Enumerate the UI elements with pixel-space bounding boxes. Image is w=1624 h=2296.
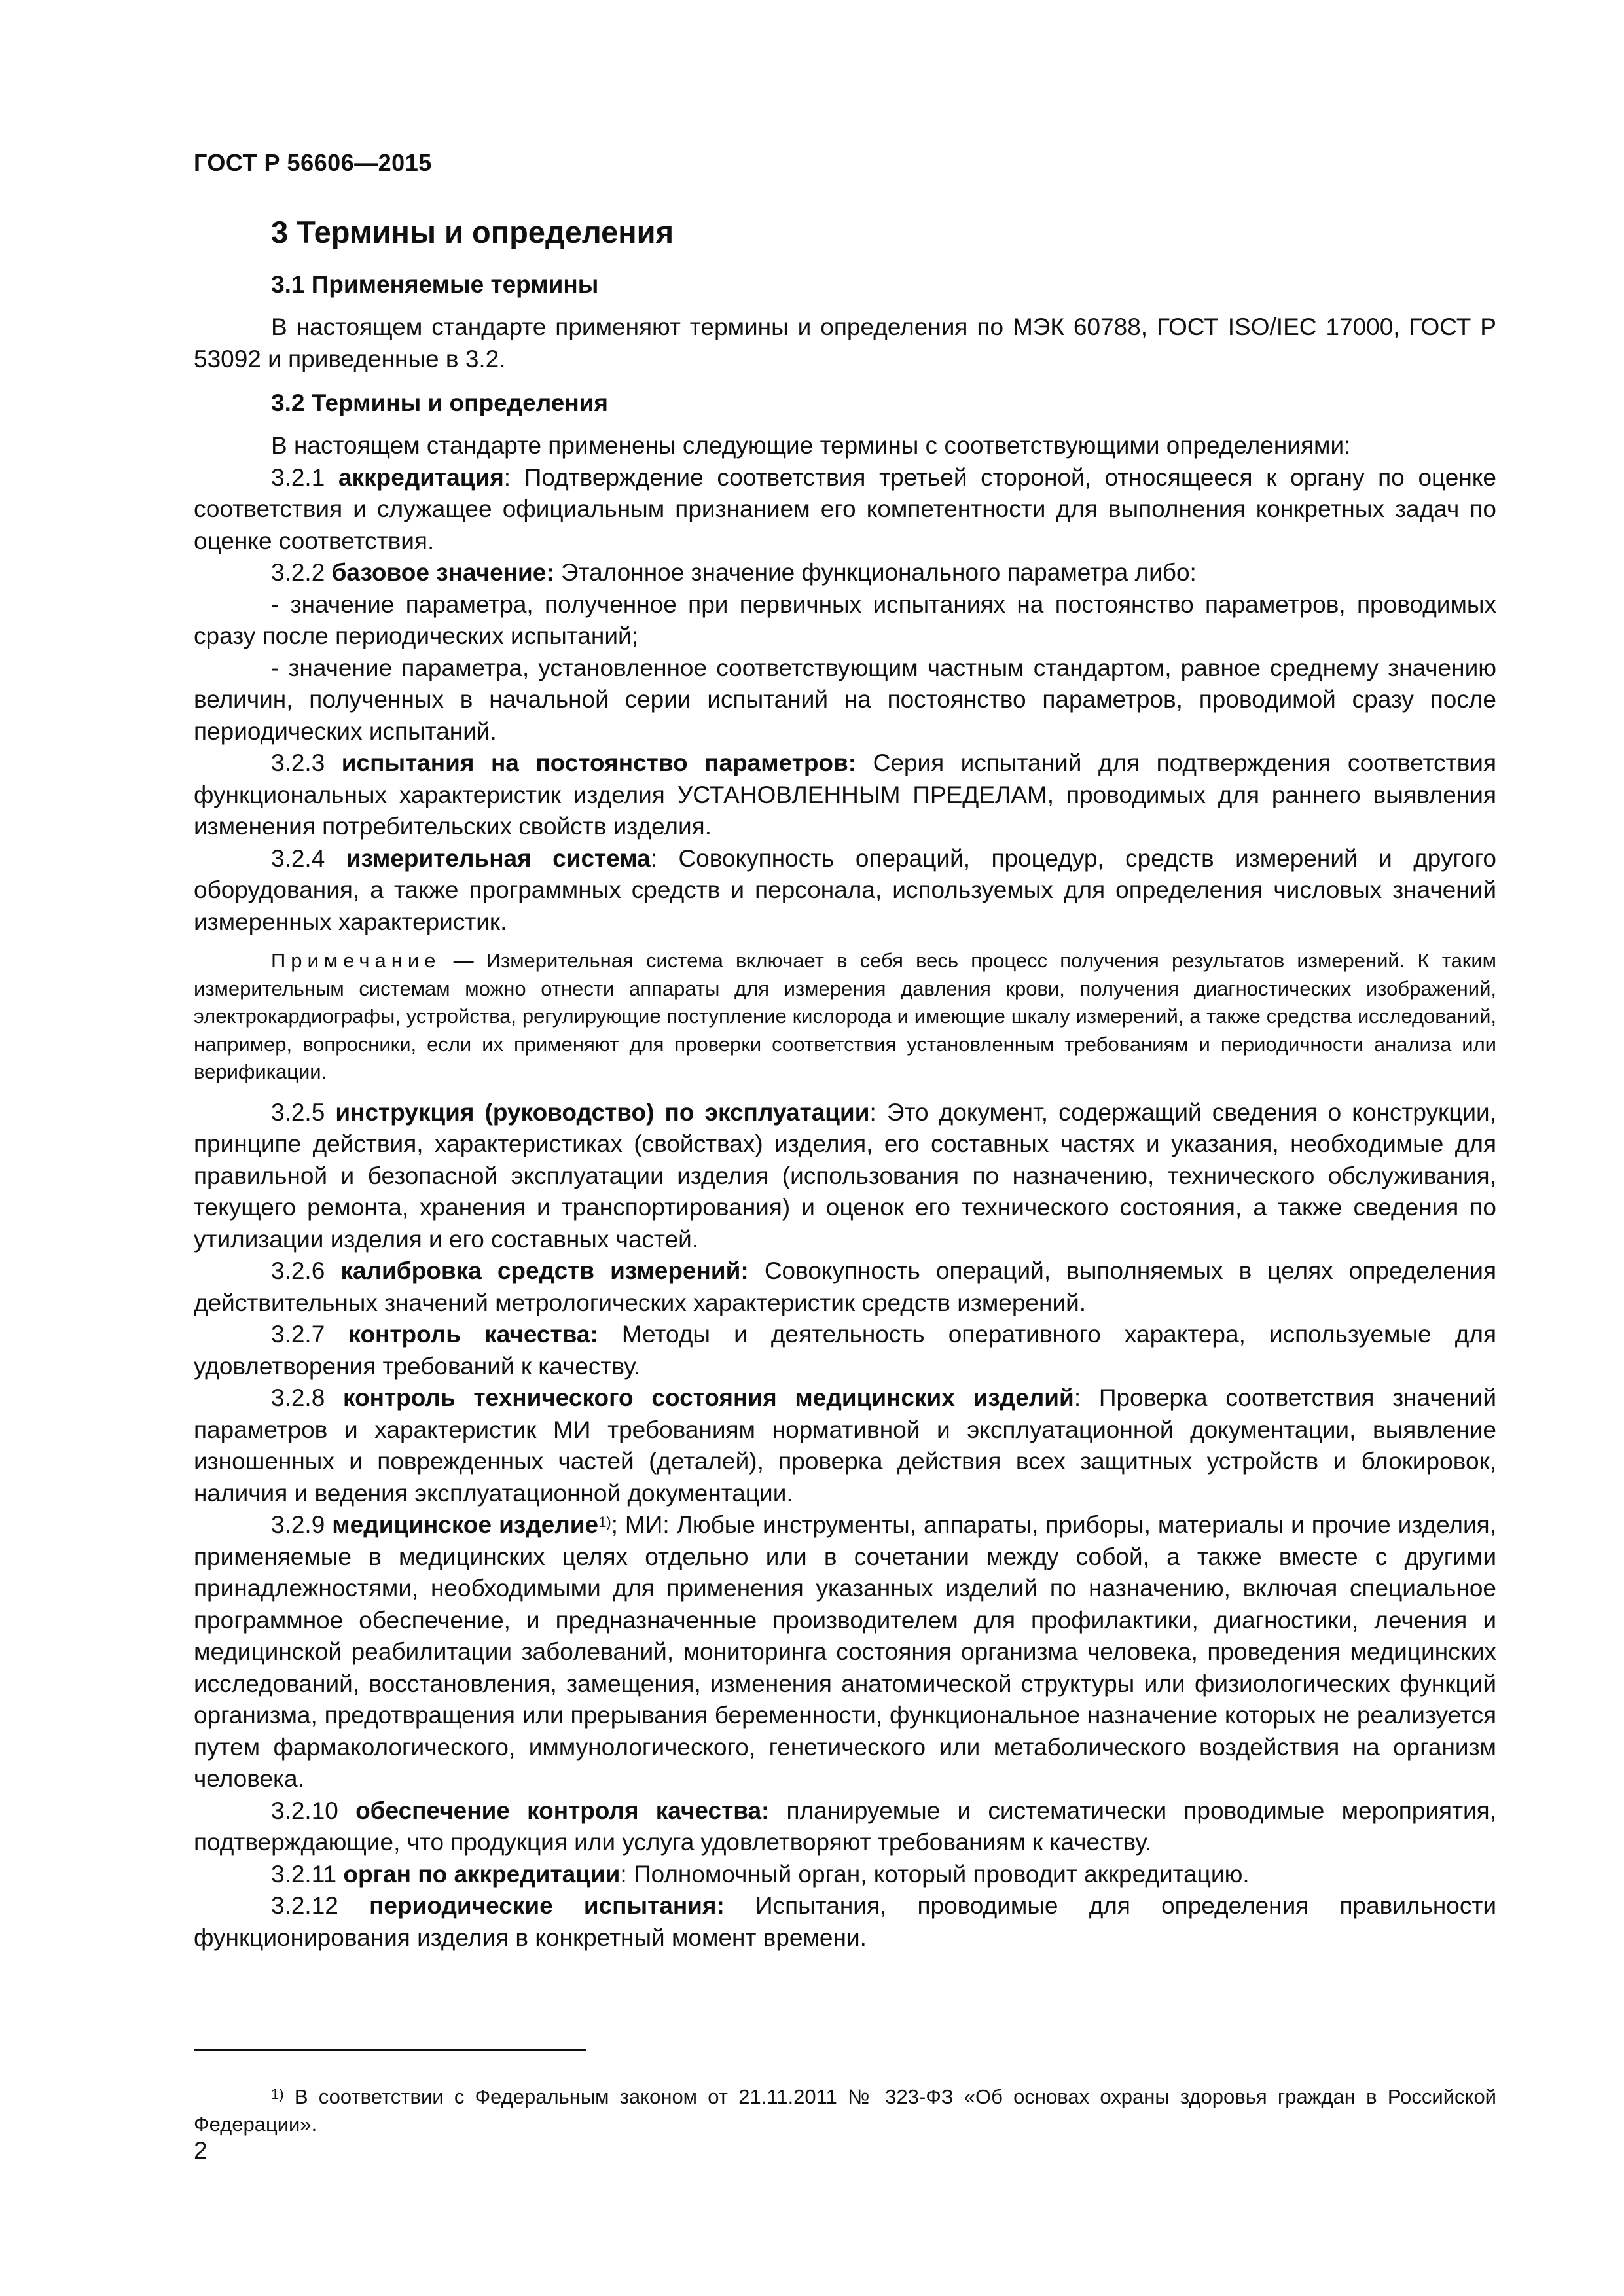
term-entry-3-2-9 xyxy=(194,1509,1496,1795)
term-entry-3-2-11 xyxy=(194,1859,1496,1891)
term-number: 3.2.2 xyxy=(271,559,332,586)
term-name: орган по аккредитации xyxy=(343,1860,621,1888)
subsection-title-3-1: 3.1 Применяемые термины xyxy=(271,271,599,298)
term-entry-3-2-7 xyxy=(194,1319,1496,1382)
note-text: — Измерительная система включает в себя весь процесс получения результатов измерений. К таким измерительным системам можно отнести аппараты для измерения давления крови, получения диагностических изображений, электрокардиографы, устройства, регулирующие поступление кислорода и имеющие шкалу измерений, а также средства исследований, например, вопросники, если их применяют для проверки соответствия установленным требованиям и периодичности анализа или верификации. xyxy=(194,949,1496,1083)
term-definition: Методы и деятельность оперативного характера, используемые для удовлетворения требований к качеству. xyxy=(194,1321,1496,1380)
term-list-item-2: - значение параметра, установленное соответствующим частным стандартом, равное среднему значению величин, полученных в начальной серии испытаний на постоянство параметров, проводимой сразу после периодических испытаний. xyxy=(194,654,1496,745)
term-entry-3-2-5 xyxy=(194,1097,1496,1256)
term-name: медицинское изделие xyxy=(332,1511,599,1538)
term-name: обеспечение контроля качества: xyxy=(355,1797,770,1824)
term-entry-3-2-10 xyxy=(194,1795,1496,1859)
term-number: 3.2.12 xyxy=(271,1892,370,1919)
term-definition: Эталонное значение функционального параметра либо: xyxy=(554,559,1197,586)
document-code-header: ГОСТ Р 56606—2015 xyxy=(194,149,432,176)
term-definition: Подтверждение соответствия третьей стороной, относящееся к органу по оценке соответствия и служащее официальным признанием его компетентности для выполнения конкретных задач по оценке соответствия. xyxy=(194,463,1496,554)
term-name: контроль качества: xyxy=(348,1321,598,1348)
term-definition: Испытания, проводимые для определения правильности функционирования изделия в конкретный момент времени. xyxy=(194,1892,1496,1951)
note-label: Примечание xyxy=(271,949,441,972)
term-name: базовое значение: xyxy=(331,559,554,586)
term-name: аккредитация xyxy=(338,463,504,491)
footnote-divider xyxy=(194,2049,586,2051)
note-block xyxy=(194,947,1496,1086)
footnote xyxy=(194,2083,1496,2138)
term-separator: : xyxy=(1074,1384,1099,1411)
term-separator: : xyxy=(503,463,524,491)
term-separator: : xyxy=(620,1860,634,1888)
footnote-mark: 1) xyxy=(271,2086,284,2102)
term-definition: Это документ, содержащий сведения о конструкции, принципе действия, характеристиках (свойствах) изделия, его составных частях и указания, необходимые для правильной и безопасной эксплуатации изделия (использования по назначению, технического обслуживания, текущего ремонта, хранения и транспортирования) и оценок его технического состояния, а также сведения по утилизации изделия и его составных частей. xyxy=(194,1098,1497,1253)
term-number: 3.2.5 xyxy=(271,1098,336,1126)
footnote-text: В соответствии с Федеральным законом от 21.11.2011 № 323-ФЗ «Об основах охраны здоровья граждан в Российской Федерации». xyxy=(194,2085,1496,2136)
term-number: 3.2.8 xyxy=(271,1384,344,1411)
subsection-intro-3-2: В настоящем стандарте применены следующие термины с соответствующими определениями: xyxy=(271,432,1351,459)
term-number: 3.2.9 xyxy=(271,1511,333,1538)
term-number: 3.2.11 xyxy=(271,1860,344,1888)
term-definition: Проверка соответствия значений параметров и характеристик МИ требованиям нормативной и эксплуатационной документации, выявление изношенных и поврежденных частей (деталей), проверка действия всех защитных устройств и блокировок, наличия и ведения эксплуатационной документации. xyxy=(194,1384,1497,1507)
term-number: 3.2.7 xyxy=(271,1321,349,1348)
term-definition: Серия испытаний для подтверждения соответствия функциональных характеристик изделия УСТАНОВЛЕННЫМ ПРЕДЕЛАМ, проводимых для раннего выявления изменения потребительских свойств изделия. xyxy=(194,749,1496,840)
term-number: 3.2.3 xyxy=(271,749,342,776)
term-definition: Совокупность операций, процедур, средств измерений и другого оборудования, а также программных средств и персонала, используемых для определения числовых значений измеренных характеристик. xyxy=(194,844,1496,935)
subsection-text-3-1: В настоящем стандарте применяют термины и определения по МЭК 60788, ГОСТ ISO/IEC 17000, ГОСТ Р 53092 и приведенные в 3.2. xyxy=(194,314,1496,372)
term-definition: Совокупность операций, выполняемых в целях определения действительных значений метрологических характеристик средств измерений. xyxy=(194,1257,1496,1316)
term-name: калибровка средств измерений: xyxy=(340,1257,749,1284)
page-number: 2 xyxy=(194,2137,208,2164)
term-entry-3-2-6 xyxy=(194,1255,1496,1319)
term-number: 3.2.6 xyxy=(271,1257,341,1284)
subsection-title-3-2: 3.2 Термины и определения xyxy=(271,389,609,416)
term-separator: : xyxy=(650,844,679,872)
term-definition: Полномочный орган, который проводит аккредитацию. xyxy=(633,1860,1250,1888)
term-entry-3-2-4 xyxy=(194,843,1496,939)
term-name: инструкция (руководство) по эксплуатации xyxy=(335,1098,870,1126)
term-name: измерительная система xyxy=(346,844,651,872)
page-content xyxy=(194,209,1496,1954)
term-name: контроль технического состояния медицинских изделий xyxy=(343,1384,1074,1411)
term-number: 3.2.1 xyxy=(271,463,338,491)
section-title: 3 Термины и определения xyxy=(271,215,674,249)
term-definition: планируемые и систематически проводимые мероприятия, подтверждающие, что продукция или услуга удовлетворяют требованиям к качеству. xyxy=(194,1797,1496,1856)
term-entry-3-2-2 xyxy=(194,557,1496,589)
term-number: 3.2.10 xyxy=(271,1797,356,1824)
term-name: периодические испытания: xyxy=(369,1892,725,1919)
term-name: испытания на постоянство параметров: xyxy=(341,749,857,776)
term-separator: : xyxy=(869,1098,887,1126)
term-entry-3-2-12 xyxy=(194,1890,1496,1954)
term-entry-3-2-1 xyxy=(194,462,1496,558)
term-list-item-1: - значение параметра, полученное при первичных испытаниях на постоянство параметров, проводимых сразу после периодических испытаний; xyxy=(194,590,1496,649)
term-definition: ; МИ: Любые инструменты, аппараты, приборы, материалы и прочие изделия, применяемые в медицинских целях отдельно или в сочетании между собой, а также вместе с другими принадлежностями, необходимыми для применения указанных изделий по назначению, включая специальное программное обеспечение, и предназначенные производителем для профилактики, диагностики, лечения и медицинской реабилитации заболеваний, мониторинга состояния организма человека, проведения медицинских исследований, восстановления, замещения, изменения анатомической структуры или физиологических функций организма, предотвращения или прерывания беременности, функциональное назначение которых не реализуется путем фармакологического, иммунологического, генетического или метаболического воздействия на организм человека. xyxy=(194,1511,1496,1792)
term-entry-3-2-3 xyxy=(194,747,1496,843)
footnote-reference: 1) xyxy=(598,1514,611,1530)
term-entry-3-2-8 xyxy=(194,1382,1496,1509)
term-number: 3.2.4 xyxy=(271,844,346,872)
